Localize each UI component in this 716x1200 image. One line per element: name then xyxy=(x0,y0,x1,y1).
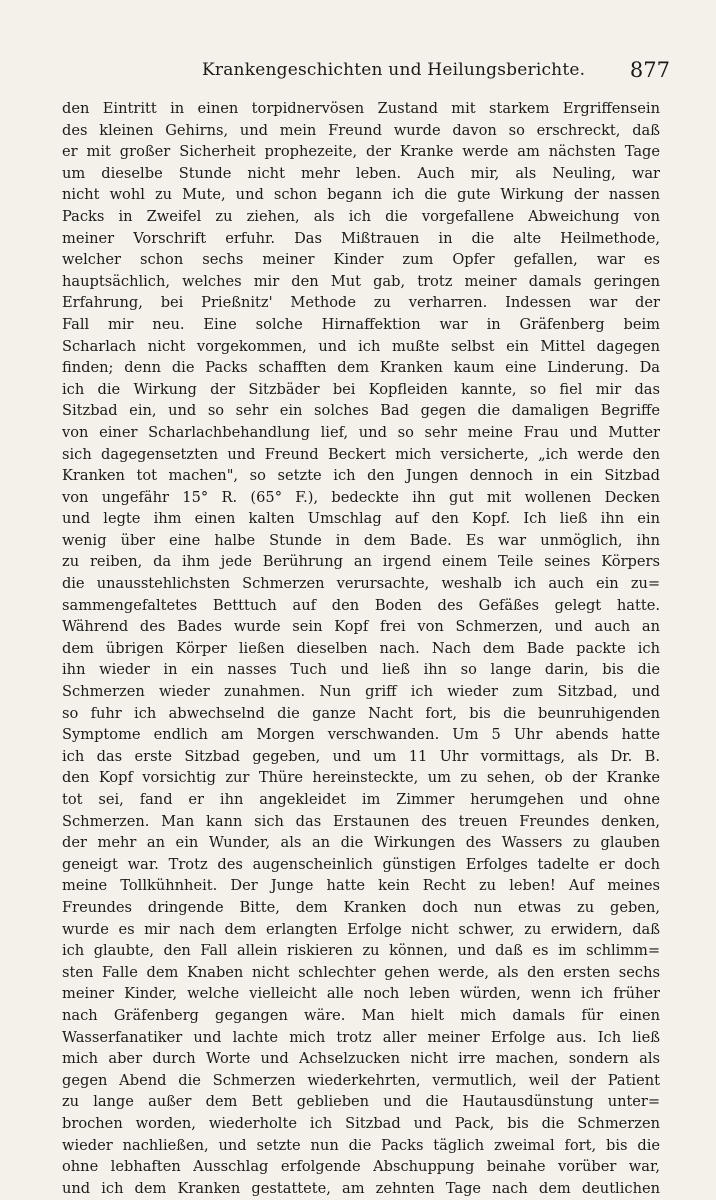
text-line: meiner Kinder, welche vielleicht alle noch leben würden, wenn ich früher xyxy=(62,985,660,1003)
text-line: wieder nachließen, und setzte nun die Packs täglich zweimal fort, bis die xyxy=(62,1136,660,1154)
text-line: Scharlach nicht vorgekommen, und ich mußte selbst ein Mittel dagegen xyxy=(62,337,660,355)
text-line: die unausstehlichsten Schmerzen verursachte, weshalb ich auch ein zu= xyxy=(62,575,660,593)
text-line: er mit großer Sicherheit prophezeite, der Kranke werde am nächsten Tage xyxy=(62,143,660,161)
text-line: Wasserfanatiker und lachte mich trotz aller meiner Erfolge aus. Ich ließ xyxy=(62,1028,660,1046)
text-line: welcher schon sechs meiner Kinder zum Opfer gefallen, war es xyxy=(62,251,660,269)
text-line: den Kopf vorsichtig zur Thüre hereinsteckte, um zu sehen, ob der Kranke xyxy=(62,769,660,787)
text-line: Während des Bades wurde sein Kopf frei von Schmerzen, und auch an xyxy=(62,618,660,636)
text-line: sich dagegensetzten und Freund Beckert mich versicherte, „ich werde den xyxy=(62,445,660,463)
text-line: Kranken tot machen", so setzte ich den Jungen dennoch in ein Sitzbad xyxy=(62,467,660,485)
text-line: dem übrigen Körper ließen dieselben nach. Nach dem Bade packte ich xyxy=(62,639,660,657)
page-number: 877 xyxy=(629,58,670,82)
text-line: wurde es mir nach dem erlangten Erfolge nicht schwer, zu erwidern, daß xyxy=(62,920,660,938)
text-line: von einer Scharlachbehandlung lief, und so sehr meine Frau und Mutter xyxy=(62,423,660,441)
text-line: gegen Abend die Schmerzen wiederkehrten, vermutlich, weil der Patient xyxy=(62,1071,660,1089)
text-line: und ich dem Kranken gestattete, am zehnten Tage nach dem deutlichen xyxy=(62,1179,660,1197)
text-line: Packs in Zweifel zu ziehen, als ich die vorgefallene Abweichung von xyxy=(62,207,660,225)
text-line: Fall mir neu. Eine solche Hirnaffektion war in Gräfenberg beim xyxy=(62,315,660,333)
text-line: zu lange außer dem Bett geblieben und die Hautausdünstung unter= xyxy=(62,1093,660,1111)
text-line: zu reiben, da ihm jede Berührung an irgend einem Teile seines Körpers xyxy=(62,553,660,571)
running-title: Krankengeschichten und Heilungsberichte. xyxy=(202,60,586,80)
text-line: sten Falle dem Knaben nicht schlechter gehen werde, als den ersten sechs xyxy=(62,963,660,981)
body-text xyxy=(62,98,660,1199)
text-line: und legte ihm einen kalten Umschlag auf den Kopf. Ich ließ ihn ein xyxy=(62,510,660,528)
text-line: von ungefähr 15° R. (65° F.), bedeckte ihn gut mit wollenen Decken xyxy=(62,488,660,506)
text-line: um dieselbe Stunde nicht mehr leben. Auch mir, als Neuling, war xyxy=(62,164,660,182)
text-line: geneigt war. Trotz des augenscheinlich günstigen Erfolges tadelte er doch xyxy=(62,855,660,873)
text-line: Schmerzen. Man kann sich das Erstaunen des treuen Freundes denken, xyxy=(62,812,660,830)
text-line: brochen worden, wiederholte ich Sitzbad und Pack, bis die Schmerzen xyxy=(62,1114,660,1132)
text-line: ihn wieder in ein nasses Tuch und ließ ihn so lange darin, bis die xyxy=(62,661,660,679)
text-line: ich die Wirkung der Sitzbäder bei Kopfleiden kannte, so fiel mir das xyxy=(62,380,660,398)
text-line: Schmerzen wieder zunahmen. Nun griff ich wieder zum Sitzbad, und xyxy=(62,683,660,701)
text-line: der mehr an ein Wunder, als an die Wirkungen des Wassers zu glauben xyxy=(62,834,660,852)
text-line: ich glaubte, den Fall allein riskieren zu können, und daß es im schlimm= xyxy=(62,942,660,960)
text-line: nach Gräfenberg gegangen wäre. Man hielt mich damals für einen xyxy=(62,1006,660,1024)
text-line: sammengefaltetes Betttuch auf den Boden des Gefäßes gelegt hatte. xyxy=(62,596,660,614)
text-line: finden; denn die Packs schafften dem Kranken kaum eine Linderung. Da xyxy=(62,359,660,377)
text-line: ohne lebhaften Ausschlag erfolgende Abschuppung beinahe vorüber war, xyxy=(62,1158,660,1176)
text-line: ich das erste Sitzbad gegeben, und um 11 Uhr vormittags, als Dr. B. xyxy=(62,747,660,765)
text-line: Sitzbad ein, und so sehr ein solches Bad gegen die damaligen Begriffe xyxy=(62,402,660,420)
text-line: wenig über eine halbe Stunde in dem Bade. Es war unmöglich, ihn xyxy=(62,531,660,549)
running-head xyxy=(62,58,670,90)
text-line: nicht wohl zu Mute, und schon begann ich die gute Wirkung der nassen xyxy=(62,186,660,204)
text-line: Erfahrung, bei Prießnitz' Methode zu verharren. Indessen war der xyxy=(62,294,660,312)
text-line: Symptome endlich am Morgen verschwanden. Um 5 Uhr abends hatte xyxy=(62,726,660,744)
text-line: des kleinen Gehirns, und mein Freund wurde davon so erschreckt, daß xyxy=(62,121,660,139)
text-line: meiner Vorschrift erfuhr. Das Mißtrauen in die alte Heilmethode, xyxy=(62,229,660,247)
text-line: den Eintritt in einen torpidnervösen Zustand mit starkem Ergriffensein xyxy=(62,100,660,117)
text-line: so fuhr ich abwechselnd die ganze Nacht fort, bis die beunruhigenden xyxy=(62,704,660,722)
text-line: mich aber durch Worte und Achselzucken nicht irre machen, sondern als xyxy=(62,1050,660,1068)
text-line: meine Tollkühnheit. Der Junge hatte kein Recht zu leben! Auf meines xyxy=(62,877,660,895)
text-line: Freundes dringende Bitte, dem Kranken doch nun etwas zu geben, xyxy=(62,898,660,916)
text-line: hauptsächlich, welches mir den Mut gab, trotz meiner damals geringen xyxy=(62,272,660,290)
text-line: tot sei, fand er ihn angekleidet im Zimmer herumgehen und ohne xyxy=(62,791,660,808)
